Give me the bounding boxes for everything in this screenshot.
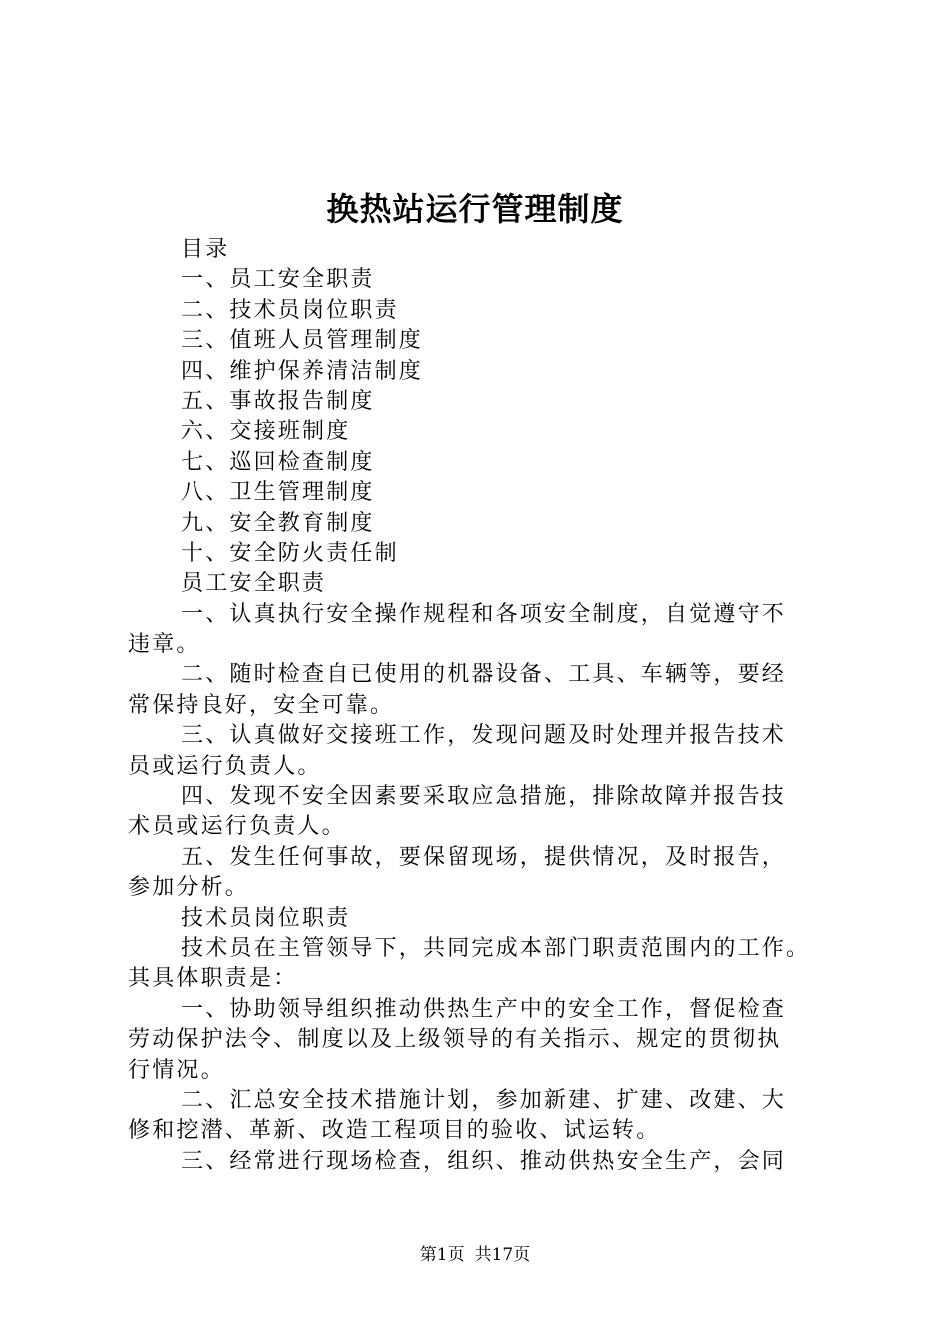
paragraph-line: 参加分析。 — [128, 875, 250, 901]
document-title: 换热站运行管理制度 — [326, 190, 624, 228]
paragraph-line: 修和挖潜、革新、改造工程项目的验收、试运转。 — [128, 1118, 661, 1144]
paragraph-line: 三、经常进行现场检查，组织、推动供热安全生产，会同 — [181, 1148, 787, 1174]
page-total: 共17页 — [474, 1245, 531, 1265]
paragraph-line: 其具体职责是： — [128, 966, 298, 992]
paragraph-line: 劳动保护法令、制度以及上级领导的有关指示、规定的贯彻执 — [128, 1027, 782, 1053]
section-heading: 员工安全职责 — [181, 571, 327, 597]
paragraph-line: 五、发生任何事故，要保留现场，提供情况，及时报告， — [181, 844, 787, 870]
toc-heading: 目录 — [181, 237, 230, 262]
page-number: 第1页 — [419, 1245, 465, 1265]
paragraph-line: 一、协助领导组织推动供热生产中的安全工作，督促检查 — [181, 996, 787, 1022]
paragraph-line: 技术员在主管领导下，共同完成本部门职责范围内的工作。 — [181, 935, 811, 961]
toc-item: 五、事故报告制度 — [181, 388, 375, 414]
paragraph-line: 四、发现不安全因素要采取应急措施，排除故障并报告技 — [181, 784, 787, 810]
section-heading: 技术员岗位职责 — [181, 905, 351, 931]
toc-item: 九、安全教育制度 — [181, 510, 375, 536]
document-body — [128, 235, 848, 1177]
toc-item: 一、员工安全职责 — [181, 267, 375, 293]
paragraph-line: 违章。 — [128, 632, 201, 658]
paragraph-line: 员或运行负责人。 — [128, 753, 322, 779]
paragraph-line: 二、汇总安全技术措施计划，参加新建、扩建、改建、大 — [181, 1087, 787, 1113]
paragraph-line: 术员或运行负责人。 — [128, 814, 346, 840]
paragraph-line: 常保持良好，安全可靠。 — [128, 692, 395, 718]
toc-item: 七、巡回检查制度 — [181, 449, 375, 475]
page-footer — [0, 1243, 950, 1267]
paragraph-line: 三、认真做好交接班工作，发现问题及时处理并报告技术 — [181, 723, 787, 749]
toc-item: 六、交接班制度 — [181, 419, 351, 445]
toc-item: 十、安全防火责任制 — [181, 540, 399, 566]
toc-item: 四、维护保养清洁制度 — [181, 358, 424, 384]
paragraph-line: 一、认真执行安全操作规程和各项安全制度，自觉遵守不 — [181, 601, 787, 627]
toc-item: 二、技术员岗位职责 — [181, 297, 399, 323]
paragraph-line: 行情况。 — [128, 1057, 225, 1083]
paragraph-line: 二、随时检查自已使用的机器设备、工具、车辆等，要经 — [181, 662, 787, 688]
toc-item: 三、值班人员管理制度 — [181, 328, 424, 354]
toc-item: 八、卫生管理制度 — [181, 480, 375, 506]
